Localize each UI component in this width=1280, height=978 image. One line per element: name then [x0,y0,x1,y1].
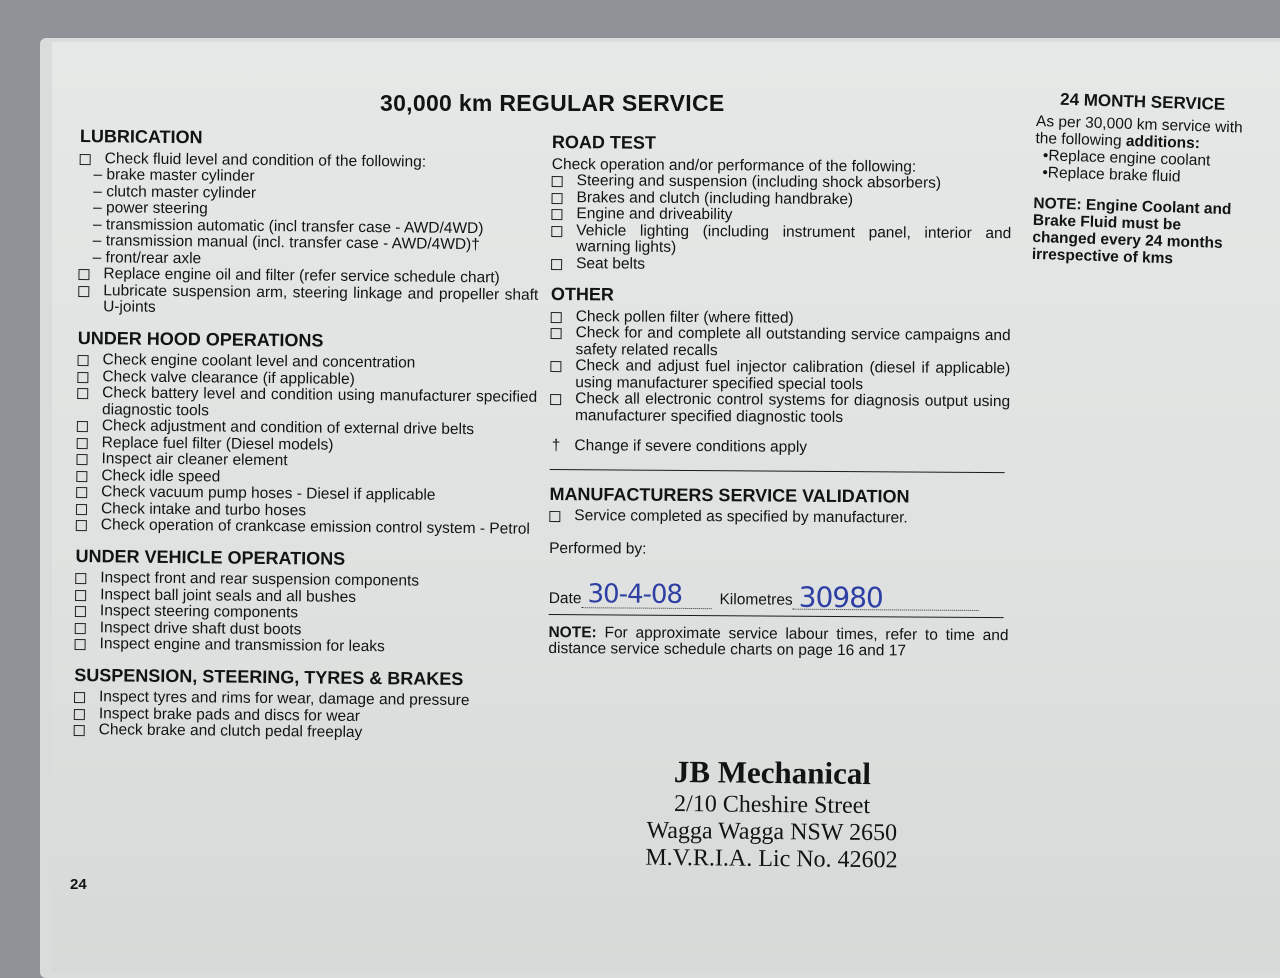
service-booklet-page [52,42,1280,972]
checkbox[interactable] [551,258,562,269]
note-text: For approximate service labour times, refer to time and distance service schedule charts on page 16 and 17 [548,623,1009,660]
other-heading: OTHER [550,283,614,305]
item-text: Inspect ball joint seals and all bushes [100,585,357,606]
item-text: Steering and suspension (including shock absorbers) [576,172,942,192]
checkbox[interactable] [77,371,88,382]
item-text: Check operation of crankcase emission control system - Petrol [100,516,530,538]
item-text: Vehicle lighting (including instrument panel, interior and warning lights) [576,221,1012,256]
intro-text: As per 30,000 km service with the following [1035,112,1243,150]
checkbox[interactable] [76,454,87,465]
suspension-heading: SUSPENSION, STEERING, TYRES & BRAKES [74,664,464,689]
validation-heading: MANUFACTURERS SERVICE VALIDATION [549,483,910,507]
item-text: Check brake and clutch pedal freeplay [98,721,363,741]
checkbox[interactable] [75,639,86,650]
page-number: 24 [70,876,87,893]
item-text: Engine and driveability [576,205,733,224]
item-text: Check all electronic control systems for diagnosis output using manufacturer specified diagnostic tools [574,390,1011,426]
checkbox[interactable] [551,328,562,339]
item-text: Check engine coolant level and concentration [102,351,416,372]
item-text: Check idle speed [101,466,221,485]
km-handwritten: 30980 [798,580,883,614]
checklist-item [551,222,1011,258]
divider [550,468,1005,472]
checklist-item [550,391,1010,427]
road-test-intro: Check operation and/or performance of the following: [551,155,917,176]
checkbox[interactable] [75,606,86,617]
intro-bold: additions: [1125,132,1201,153]
road-test-heading: ROAD TEST [551,132,657,153]
stamp-name: JB Mechanical [673,753,872,792]
date-km-row [548,578,1009,614]
checkbox[interactable] [74,725,85,736]
item-text: Inspect steering components [99,602,299,622]
subitem: – transmission automatic (incl transfer case - AWD/4WD) [92,215,484,237]
left-column [74,128,540,743]
note-label: NOTE: [548,623,597,641]
km-field[interactable] [793,580,979,614]
item-text: Inspect air cleaner element [101,450,288,470]
item-text: Check valve clearance (if applicable) [102,367,355,388]
checkbox[interactable] [74,692,85,703]
date-handwritten: 30-4-08 [587,578,683,610]
checklist-item [74,722,534,743]
checkbox[interactable] [552,176,563,187]
item-text: Inspect engine and transmission for leaks [99,635,385,656]
bullet-item: •Replace engine coolant [1042,147,1211,170]
item-text: Inspect brake pads and discs for wear [98,704,361,725]
footnote [550,438,1010,458]
date-label: Date [548,589,582,608]
checklist-item [549,508,1009,528]
subitem: – power steering [93,199,208,218]
item-text: Inspect tyres and rims for wear, damage and pressure [98,688,470,710]
subitem: – clutch master cylinder [93,182,257,202]
item-text: Check vacuum pump hoses - Diesel if applicable [101,483,436,504]
under-hood-heading: UNDER HOOD OPERATIONS [77,327,324,351]
item-text: Check fluid level and condition of the following: [104,149,427,171]
dealer-stamp [621,752,922,874]
checklist-item [550,358,1010,394]
checkbox[interactable] [549,511,560,522]
checkbox[interactable] [78,285,89,296]
checkbox[interactable] [76,503,87,514]
right-column [1032,90,1249,270]
checkbox[interactable] [78,269,89,280]
item-text: Check for and complete all outstanding service campaigns and safety related recalls [575,324,1011,359]
checkbox[interactable] [550,394,561,405]
item-text: Service completed as specified by manufacturer. [574,507,908,527]
checkbox[interactable] [551,311,562,322]
item-text: Check adjustment and condition of external drive belts [101,417,475,439]
km-label: Kilometres [719,591,793,609]
checkbox[interactable] [551,225,562,236]
checkbox[interactable] [551,209,562,220]
item-text: Check and adjust fuel injector calibration (diesel if applicable) using manufacturer specified special tools [575,357,1011,393]
checkbox[interactable] [75,622,86,633]
item-text: Inspect drive shaft dust boots [99,618,302,638]
footnote-text: Change if severe conditions apply [574,437,808,456]
stamp-address-2: Wagga Wagga NSW 2650 [646,817,898,847]
dagger-symbol: † [551,437,561,455]
item-text: Replace fuel filter (Diesel models) [101,433,334,454]
stamp-licence: M.V.R.I.A. Lic No. 42602 [645,844,898,874]
checkbox[interactable] [77,388,88,399]
checkbox[interactable] [80,153,91,164]
divider [549,613,1004,617]
date-field[interactable] [581,578,711,610]
subitem: – brake master cylinder [93,166,255,185]
coolant-note: NOTE: Engine Coolant and Brake Fluid must be changed every 24 months irrespective of kms [1031,194,1232,268]
item-text: Check intake and turbo hoses [100,499,307,519]
item-text: Check pollen filter (where fitted) [575,307,794,327]
item-text: Seat belts [576,254,646,273]
checklist-item [550,325,1010,361]
checklist-item [78,282,538,320]
item-text: Inspect front and rear suspension components [100,569,420,590]
under-vehicle-heading: UNDER VEHICLE OPERATIONS [75,545,346,569]
lubrication-heading: LUBRICATION [79,126,203,148]
checkbox[interactable] [77,437,88,448]
item-text: Replace engine oil and filter (refer service schedule chart) [103,265,500,287]
bullet-item: •Replace brake fluid [1042,164,1181,186]
checklist-item [551,255,1011,275]
page-title: 30,000 km REGULAR SERVICE [380,90,725,116]
labour-note [548,624,1008,660]
checkbox[interactable] [76,470,87,481]
middle-column [548,134,1012,661]
checkbox[interactable] [76,520,87,531]
checkbox[interactable] [76,487,87,498]
subitem: – transmission manual (incl. transfer case - AWD/4WD)† [92,232,480,254]
subitem: – front/rear axle [92,248,202,267]
performed-by-label: Performed by: [549,539,647,558]
checkbox[interactable] [77,421,88,432]
item-text: Brakes and clutch (including handbrake) [576,188,854,208]
checkbox[interactable] [75,589,86,600]
month-service-heading: 24 MONTH SERVICE [1059,89,1226,114]
checkbox[interactable] [78,355,89,366]
checkbox[interactable] [552,192,563,203]
stamp-address-1: 2/10 Cheshire Street [673,790,871,820]
item-text: Check battery level and condition using manufacturer specified diagnostic tools [101,384,538,419]
item-text: Lubricate suspension arm, steering linkage and propeller shaft U-joints [103,281,539,316]
checkbox[interactable] [550,361,561,372]
checkbox[interactable] [74,708,85,719]
checkbox[interactable] [75,573,86,584]
